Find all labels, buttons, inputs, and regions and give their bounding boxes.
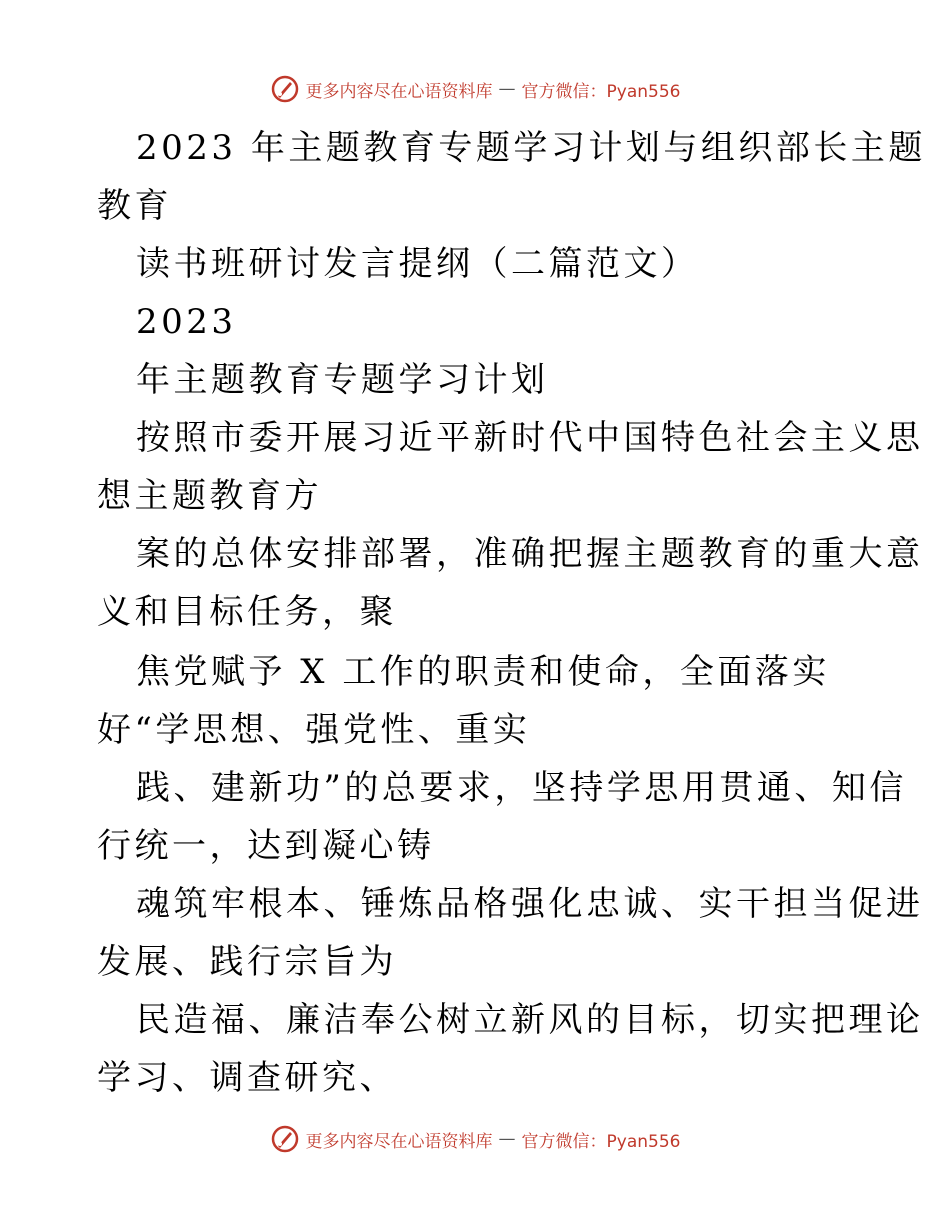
doc-paragraph-line: 好“学思想、强党性、重实 [97,710,531,750]
watermark-text: 更多内容尽在心语资料库 [305,81,493,102]
quill-logo-icon [270,74,300,104]
footer-watermark [0,1124,950,1154]
watermark-contact: 官方微信：Pyan556 [521,1131,681,1152]
doc-paragraph-line: 行统一，达到凝心铸 [97,826,435,866]
header-watermark [0,74,950,104]
watermark-text: 更多内容尽在心语资料库 [305,1131,493,1152]
doc-paragraph-line: 按照市委开展习近平新时代中国特色社会主义思 [136,418,924,458]
watermark-separator: — [498,79,516,99]
watermark-contact: 官方微信：Pyan556 [521,81,681,102]
doc-paragraph-line: 魂筑牢根本、锤炼品格强化忠诚、实干担当促进 [136,884,924,924]
doc-title-line: 读书班研讨发言提纲（二篇范文） [136,244,699,284]
doc-paragraph-line: 民造福、廉洁奉公树立新风的目标，切实把理论 [136,1000,924,1040]
watermark-separator: — [498,1129,516,1149]
quill-logo-icon [270,1124,300,1154]
doc-paragraph-line: 学习、调查研究、 [97,1058,397,1098]
doc-title-line: 教育 [97,186,172,226]
doc-paragraph-line: 案的总体安排部署，准确把握主题教育的重大意 [136,534,924,574]
doc-paragraph-line: 2023 [136,302,237,342]
doc-paragraph-line: 年主题教育专题学习计划 [136,360,549,400]
doc-paragraph-line: 践、建新功”的总要求，坚持学思用贯通、知信 [136,768,907,808]
doc-title-line: 2023 年主题教育专题学习计划与组织部长主题 [136,128,926,168]
doc-paragraph-line: 想主题教育方 [97,476,322,516]
doc-paragraph-line: 发展、践行宗旨为 [97,942,397,982]
doc-paragraph-line: 义和目标任务，聚 [97,592,397,632]
doc-paragraph-line: 焦党赋予 X 工作的职责和使命，全面落实 [136,652,830,692]
